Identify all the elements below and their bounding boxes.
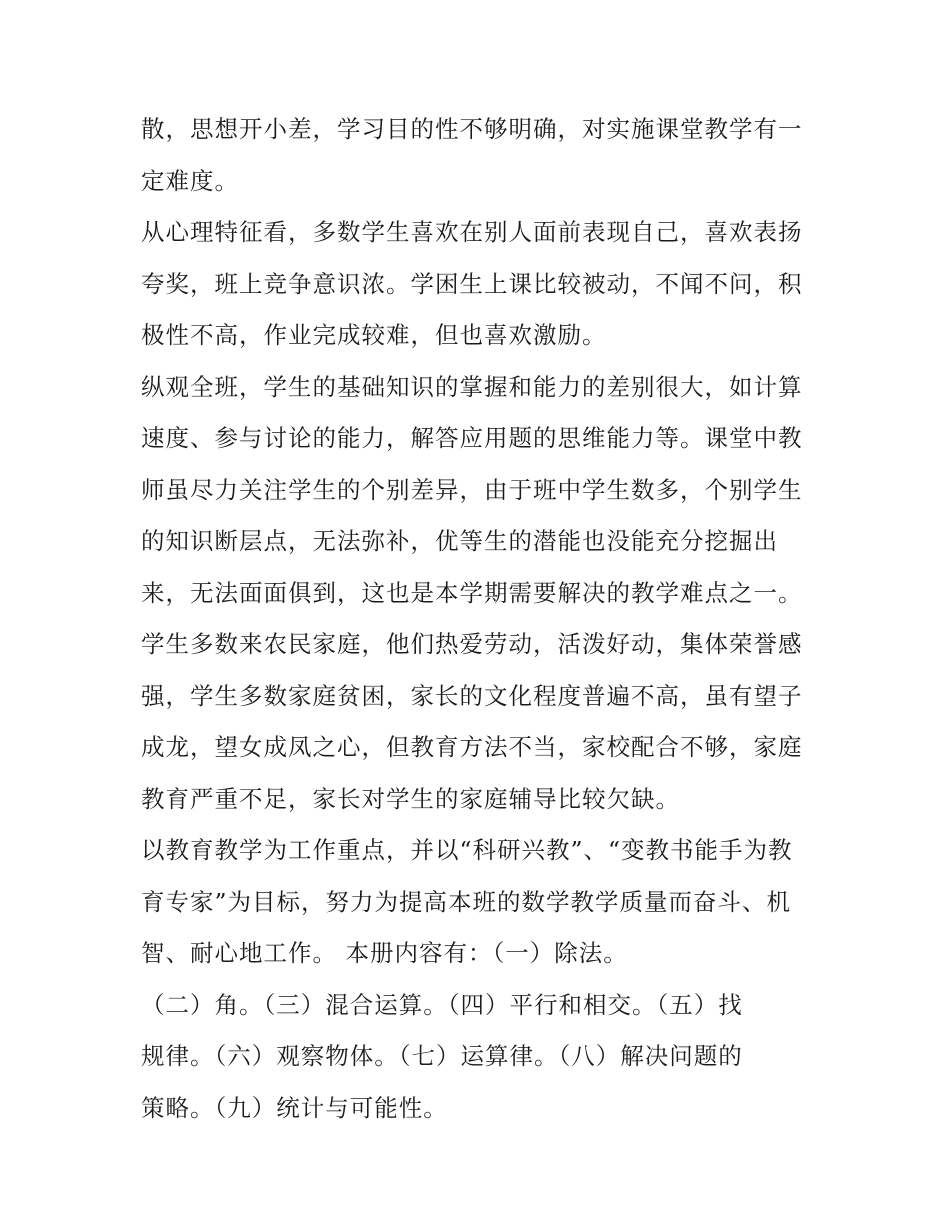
text-line: 的知识断层点，无法弥补，优等生的潜能也没能充分挖掘出 bbox=[141, 527, 778, 555]
text-line: 散，思想开小差，学习目的性不够明确，对实施课堂教学有一 bbox=[141, 115, 803, 143]
text-line: 定难度。 bbox=[141, 166, 239, 195]
text-line: 师虽尽力关注学生的个别差异，由于班中学生数多，个别学生 bbox=[141, 475, 803, 504]
text-line: （二）角。（三）混合运算。（四）平行和相交。（五）找 bbox=[141, 990, 743, 1019]
text-line: 以教育教学为工作重点，并以“科研兴教”、“变教书能手为教 bbox=[141, 836, 793, 864]
text-line: 智、耐心地工作。 本册内容有：（一）除法。 bbox=[141, 939, 628, 967]
text-line: 策略。（九）统计与可能性。 bbox=[141, 1093, 448, 1122]
text-line: 来，无法面面俱到，这也是本学期需要解决的教学难点之一。 bbox=[141, 578, 803, 607]
text-line: 育专家”为目标，努力为提高本班的数学教学质量而奋斗、机 bbox=[141, 887, 792, 916]
text-line: 教育严重不足，家长对学生的家庭辅导比较欠缺。 bbox=[141, 784, 680, 813]
text-line: 规律。（六）观察物体。（七）运算律。（八）解决问题的 bbox=[141, 1042, 743, 1070]
text-line: 夸奖，班上竞争意识浓。学困生上课比较被动，不闻不问，积 bbox=[141, 269, 803, 298]
paragraph-psychology bbox=[141, 207, 821, 362]
paragraph-class-attitude bbox=[141, 104, 821, 207]
text-line: 成龙，望女成凤之心，但教育方法不当，家校配合不够，家庭 bbox=[141, 733, 803, 761]
text-line: 极性不高，作业完成较难，但也喜欢激励。 bbox=[141, 321, 607, 349]
paragraph-class-overview bbox=[141, 362, 821, 620]
text-line: 学生多数来农民家庭，他们热爱劳动，活泼好动，集体荣誉感 bbox=[141, 630, 803, 658]
text-line: 纵观全班，学生的基础知识的掌握和能力的差别很大，如计算 bbox=[141, 372, 803, 401]
paragraph-contents-list bbox=[141, 980, 821, 1135]
paragraph-family-background bbox=[141, 619, 821, 825]
text-line: 速度、参与讨论的能力，解答应用题的思维能力等。课堂中教 bbox=[141, 424, 803, 452]
text-line: 从心理特征看，多数学生喜欢在别人面前表现自己，喜欢表扬 bbox=[141, 218, 803, 246]
document-body bbox=[141, 104, 821, 1134]
paragraph-work-goal bbox=[141, 825, 821, 980]
text-line: 强，学生多数家庭贫困，家长的文化程度普遍不高，虽有望子 bbox=[141, 681, 803, 710]
